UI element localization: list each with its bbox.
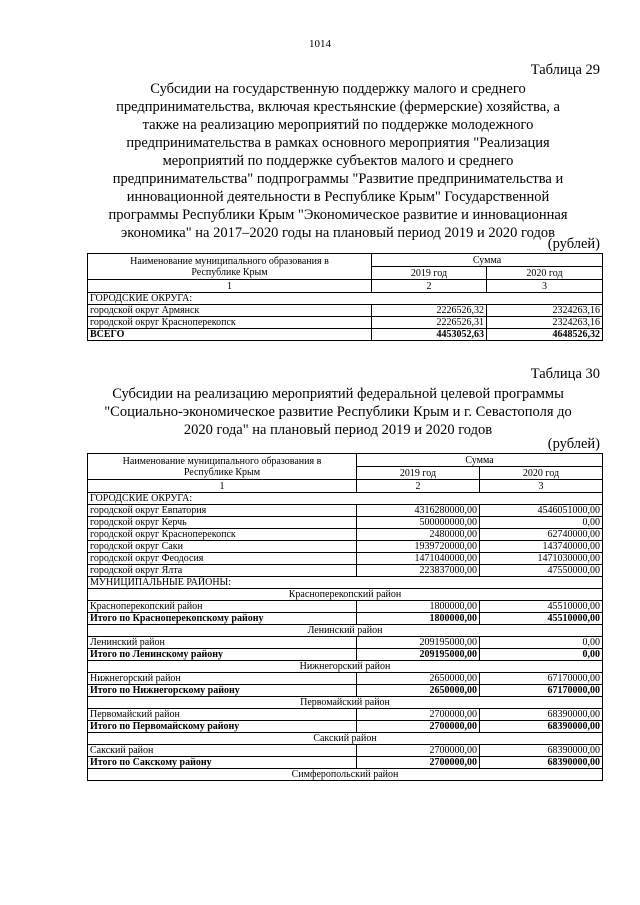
amount-2019: 1800000,00 bbox=[357, 601, 480, 613]
table-row bbox=[88, 529, 603, 541]
title-line: также на реализацию мероприятий по поддержке молодежного bbox=[142, 117, 534, 133]
column-number-row bbox=[88, 280, 603, 293]
header-row bbox=[88, 254, 603, 267]
amount-2019: 2650000,00 bbox=[357, 673, 480, 685]
municipality-name: городской округ Красноперекопск bbox=[88, 317, 372, 329]
table-row bbox=[88, 305, 603, 317]
municipality-name: Итого по Сакскому району bbox=[88, 757, 357, 769]
municipality-name: городской округ Армянск bbox=[88, 305, 372, 317]
table-30 bbox=[87, 453, 603, 781]
table-29-label: Таблица 29 bbox=[530, 62, 600, 78]
district-heading: Красноперекопский район bbox=[88, 589, 603, 601]
table-row bbox=[88, 673, 603, 685]
district-heading: Нижнегорский район bbox=[88, 661, 603, 673]
amount-2020: 2324263,16 bbox=[487, 317, 603, 329]
amount-2019: 1939720000,00 bbox=[357, 541, 480, 553]
amount-2019: 4453052,63 bbox=[372, 329, 487, 341]
municipality-name: Итого по Нижнегорскому району bbox=[88, 685, 357, 697]
year-2020-header: 2020 год bbox=[487, 267, 603, 280]
title-line: мероприятий по поддержке субъектов малого и среднего bbox=[162, 153, 514, 169]
name-header-line: Наименование муниципального образования в bbox=[130, 255, 329, 267]
table-29 bbox=[87, 253, 603, 341]
name-header bbox=[88, 454, 357, 480]
total-row bbox=[88, 685, 603, 697]
municipality-name: Сакский район bbox=[88, 745, 357, 757]
municipality-name: Первомайский район bbox=[88, 709, 357, 721]
amount-2019: 2226526,31 bbox=[372, 317, 487, 329]
district-heading: Сакский район bbox=[88, 733, 603, 745]
municipality-name: ВСЕГО bbox=[88, 329, 372, 341]
col-number: 2 bbox=[372, 280, 487, 293]
section-label: ГОРОДСКИЕ ОКРУГА: bbox=[88, 493, 603, 505]
amount-2020: 68390000,00 bbox=[480, 709, 603, 721]
column-number-row bbox=[88, 480, 603, 493]
title-line: Субсидии на государственную поддержку малого и среднего bbox=[150, 81, 526, 97]
amount-2019: 500000000,00 bbox=[357, 517, 480, 529]
amount-2019: 2700000,00 bbox=[357, 745, 480, 757]
year-2020-header: 2020 год bbox=[480, 467, 603, 480]
amount-2019: 209195000,00 bbox=[357, 637, 480, 649]
district-heading: Ленинский район bbox=[88, 625, 603, 637]
municipality-name: городской округ Феодосия bbox=[88, 553, 357, 565]
col-number: 1 bbox=[88, 480, 357, 493]
col-number: 3 bbox=[480, 480, 603, 493]
table-row bbox=[88, 553, 603, 565]
amount-2020: 143740000,00 bbox=[480, 541, 603, 553]
total-row bbox=[88, 721, 603, 733]
total-row bbox=[88, 649, 603, 661]
table-row bbox=[88, 709, 603, 721]
district-heading-row bbox=[88, 625, 603, 637]
municipality-name: Красноперекопский район bbox=[88, 601, 357, 613]
col-number: 3 bbox=[487, 280, 603, 293]
header-row bbox=[88, 454, 603, 467]
municipality-name: Ленинский район bbox=[88, 637, 357, 649]
year-2019-header: 2019 год bbox=[372, 267, 487, 280]
district-heading-row bbox=[88, 733, 603, 745]
amount-2019: 2700000,00 bbox=[357, 721, 480, 733]
amount-2020: 0,00 bbox=[480, 517, 603, 529]
section-label: ГОРОДСКИЕ ОКРУГА: bbox=[88, 293, 603, 305]
name-header bbox=[88, 254, 372, 280]
table-row bbox=[88, 565, 603, 577]
amount-2020: 68390000,00 bbox=[480, 745, 603, 757]
amount-2020: 62740000,00 bbox=[480, 529, 603, 541]
amount-2019: 2700000,00 bbox=[357, 757, 480, 769]
municipality-name: Итого по Красноперекопскому району bbox=[88, 613, 357, 625]
sum-header: Сумма bbox=[357, 454, 603, 467]
district-heading: Симферопольский район bbox=[88, 769, 603, 781]
year-2019-header: 2019 год bbox=[357, 467, 480, 480]
total-row bbox=[88, 613, 603, 625]
municipality-name: Нижнегорский район bbox=[88, 673, 357, 685]
amount-2020: 2324263,16 bbox=[487, 305, 603, 317]
name-header-line: Республике Крым bbox=[191, 266, 268, 278]
title-line: экономика" на 2017–2020 годы на плановый период 2019 и 2020 годов bbox=[121, 225, 555, 241]
sum-header: Сумма bbox=[372, 254, 603, 267]
municipality-name: городской округ Керчь bbox=[88, 517, 357, 529]
amount-2019: 2700000,00 bbox=[357, 709, 480, 721]
total-row bbox=[88, 757, 603, 769]
amount-2019: 2650000,00 bbox=[357, 685, 480, 697]
title-line: предпринимательства в рамках основного мероприятия "Реализация bbox=[126, 135, 550, 151]
amount-2020: 0,00 bbox=[480, 649, 603, 661]
name-header-line: Республике Крым bbox=[183, 466, 261, 478]
amount-2020: 1471030000,00 bbox=[480, 553, 603, 565]
municipality-name: Итого по Ленинскому району bbox=[88, 649, 357, 661]
total-row bbox=[88, 329, 603, 341]
amount-2020: 4546051000,00 bbox=[480, 505, 603, 517]
district-heading-row bbox=[88, 697, 603, 709]
amount-2020: 45510000,00 bbox=[480, 613, 603, 625]
district-heading: Первомайский район bbox=[88, 697, 603, 709]
amount-2020: 0,00 bbox=[480, 637, 603, 649]
municipality-name: Итого по Первомайскому району bbox=[88, 721, 357, 733]
title-line: "Социально-экономическое развитие Республики Крым и г. Севастополя до bbox=[104, 404, 572, 420]
amount-2020: 67170000,00 bbox=[480, 673, 603, 685]
municipality-name: городской округ Красноперекопск bbox=[88, 529, 357, 541]
table-row bbox=[88, 317, 603, 329]
table-row bbox=[88, 541, 603, 553]
section-row bbox=[88, 293, 603, 305]
title-line: 2020 года" на плановый период 2019 и 2020 годов bbox=[183, 422, 493, 438]
table-row bbox=[88, 601, 603, 613]
municipality-name: городской округ Евпатория bbox=[88, 505, 357, 517]
table-row bbox=[88, 637, 603, 649]
amount-2020: 4648526,32 bbox=[487, 329, 603, 341]
district-heading-row bbox=[88, 661, 603, 673]
table-row bbox=[88, 517, 603, 529]
amount-2019: 1471040000,00 bbox=[357, 553, 480, 565]
municipality-name: городской округ Ялта bbox=[88, 565, 357, 577]
amount-2019: 4316280000,00 bbox=[357, 505, 480, 517]
table-29-unit: (рублей) bbox=[547, 236, 600, 252]
table-30-unit: (рублей) bbox=[547, 436, 600, 452]
table-row bbox=[88, 505, 603, 517]
table-30-title bbox=[72, 385, 604, 439]
page-number: 1014 bbox=[309, 38, 331, 50]
section-label: МУНИЦИПАЛЬНЫЕ РАЙОНЫ: bbox=[88, 577, 603, 589]
name-header-line: Наименование муниципального образования в bbox=[122, 455, 322, 467]
amount-2020: 68390000,00 bbox=[480, 757, 603, 769]
amount-2020: 47550000,00 bbox=[480, 565, 603, 577]
amount-2019: 2480000,00 bbox=[357, 529, 480, 541]
title-line: программы Республики Крым "Экономическое развитие и инновационная bbox=[108, 207, 568, 223]
amount-2019: 1800000,00 bbox=[357, 613, 480, 625]
district-heading-row bbox=[88, 769, 603, 781]
municipality-name: городской округ Саки bbox=[88, 541, 357, 553]
amount-2020: 68390000,00 bbox=[480, 721, 603, 733]
amount-2019: 209195000,00 bbox=[357, 649, 480, 661]
title-line: предпринимательства, включая крестьянские (фермерские) хозяйства, а bbox=[116, 99, 560, 115]
title-line: инновационной деятельности в Республике Крым" Государственной bbox=[126, 189, 550, 205]
amount-2020: 67170000,00 bbox=[480, 685, 603, 697]
section-row bbox=[88, 577, 603, 589]
district-heading-row bbox=[88, 589, 603, 601]
table-row bbox=[88, 745, 603, 757]
title-line: Субсидии на реализацию мероприятий федеральной целевой программы bbox=[112, 386, 564, 402]
col-number: 1 bbox=[88, 280, 372, 293]
col-number: 2 bbox=[357, 480, 480, 493]
section-row bbox=[88, 493, 603, 505]
amount-2019: 223837000,00 bbox=[357, 565, 480, 577]
title-line: предпринимательства" подпрограммы "Развитие предпринимательства и bbox=[112, 171, 564, 187]
table-29-title bbox=[72, 80, 604, 242]
table-30-label: Таблица 30 bbox=[530, 366, 600, 382]
amount-2019: 2226526,32 bbox=[372, 305, 487, 317]
amount-2020: 45510000,00 bbox=[480, 601, 603, 613]
